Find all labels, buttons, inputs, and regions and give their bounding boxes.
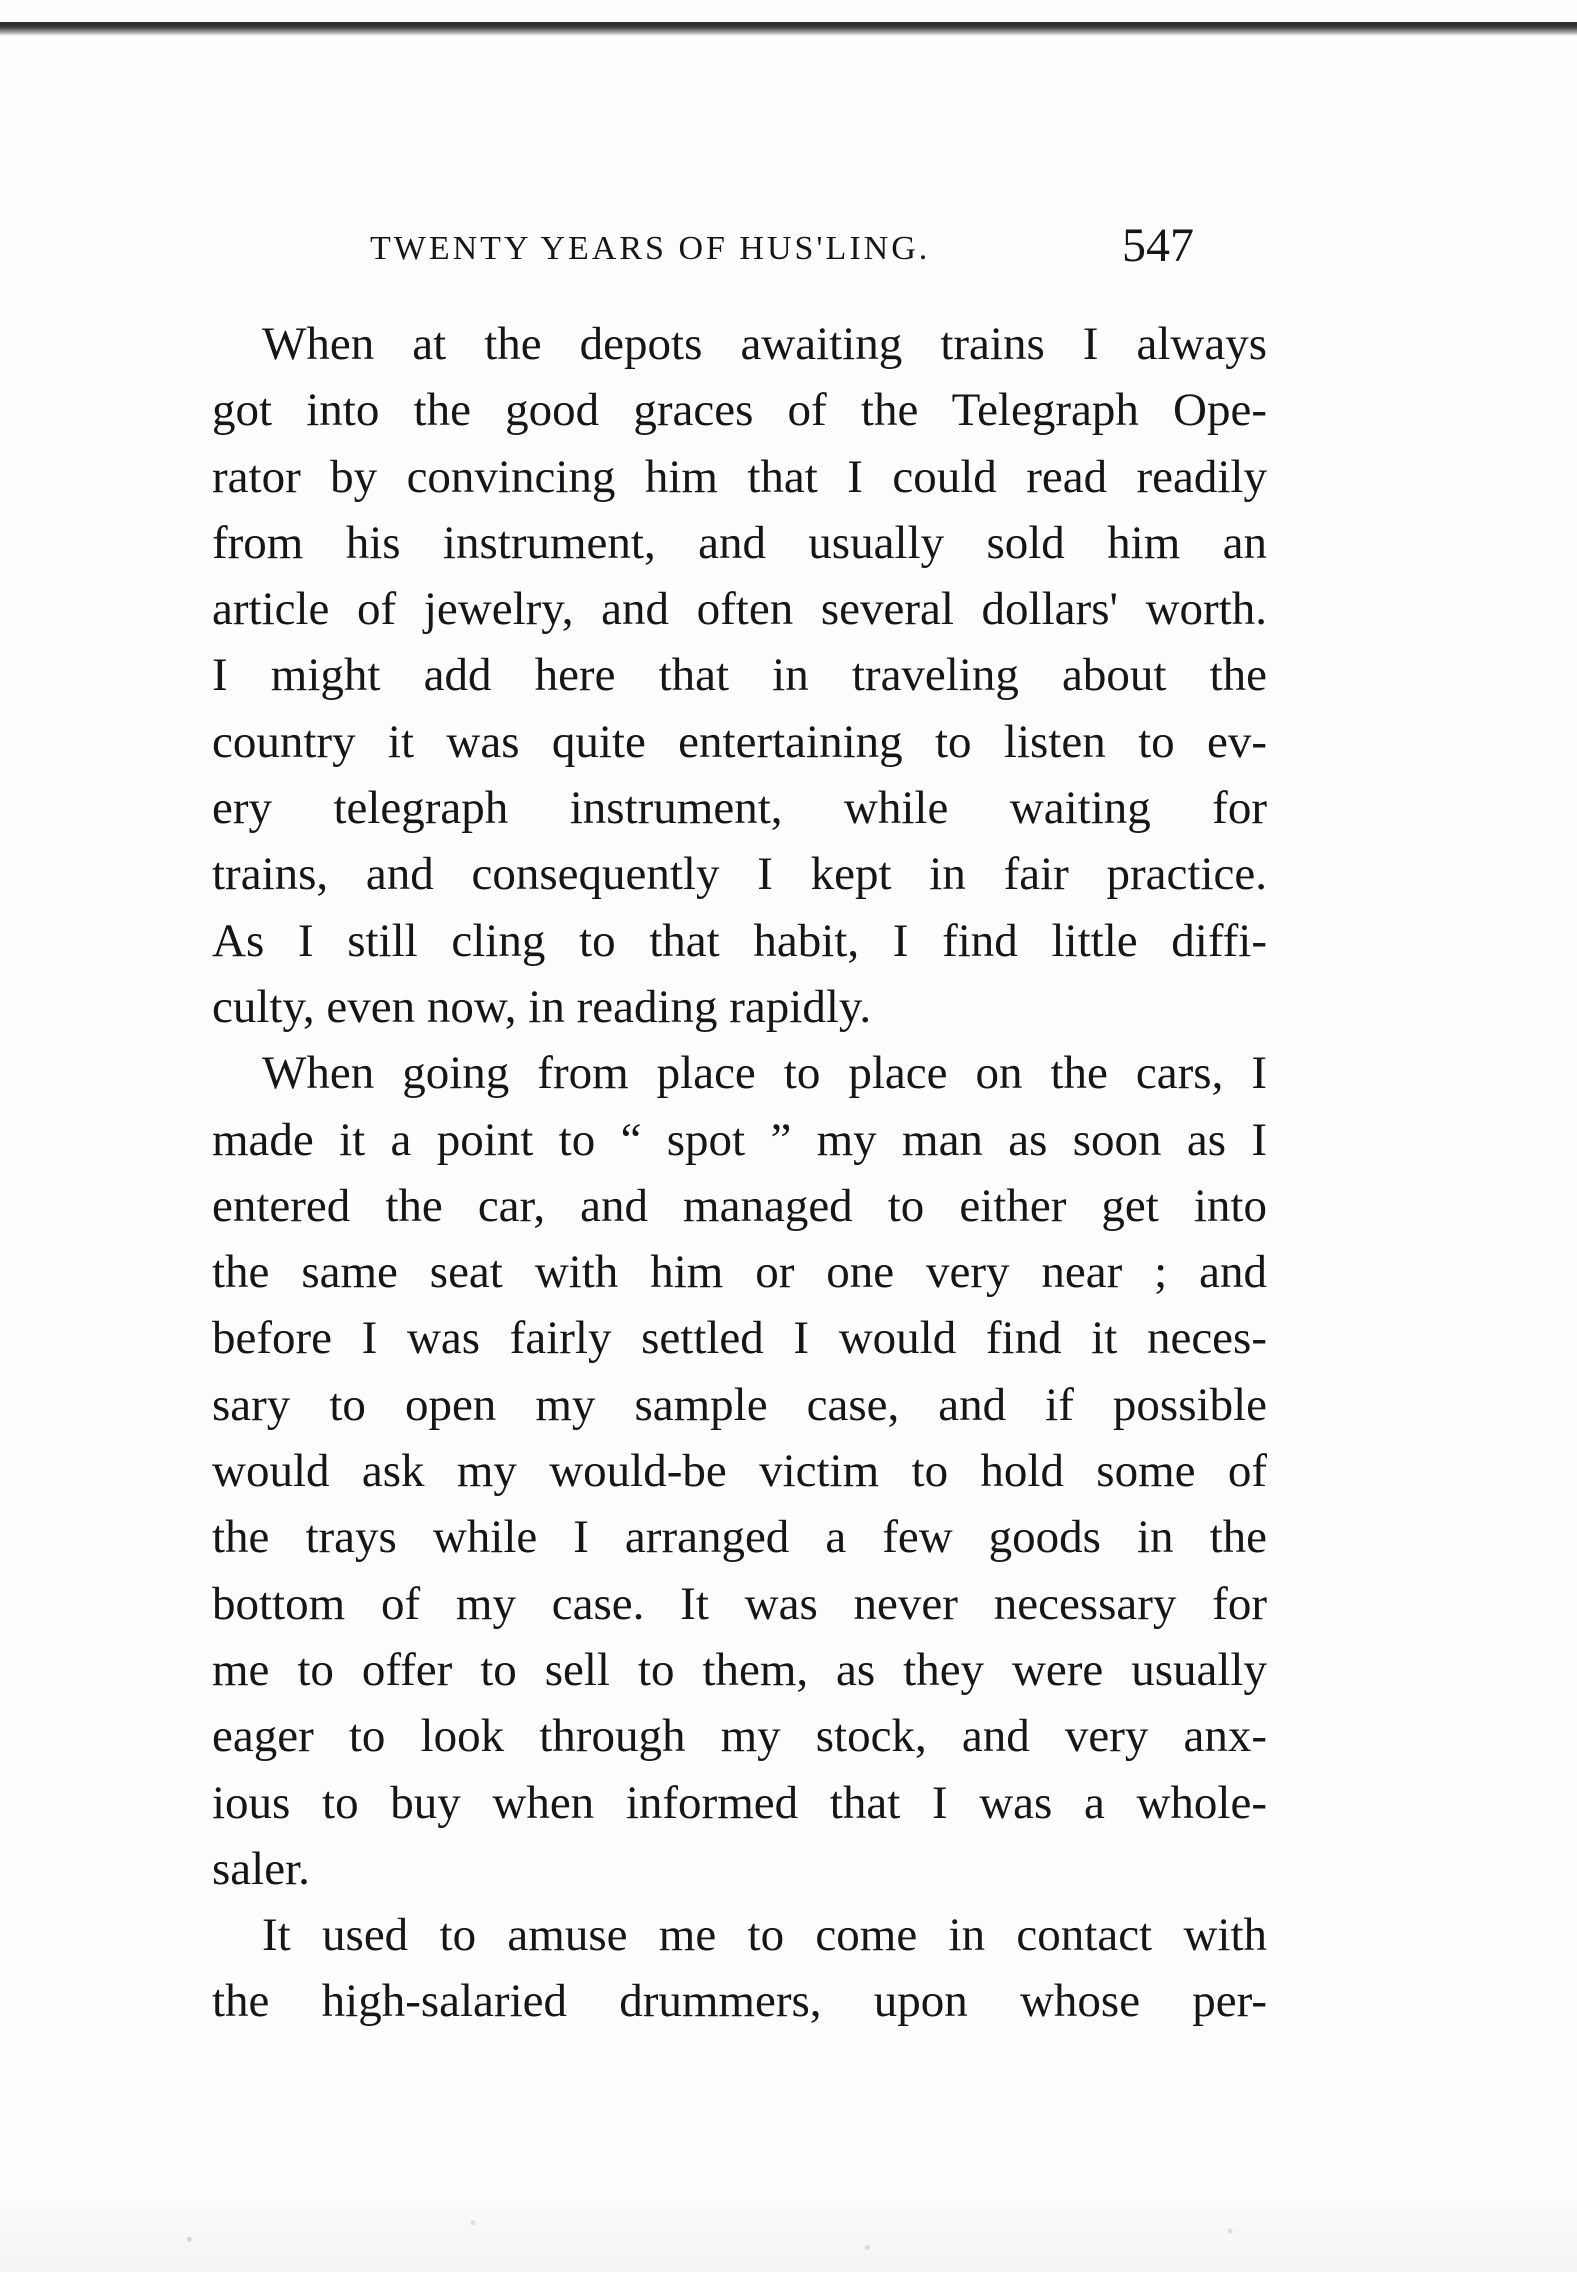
text-line: When going from place to place on the cars, I bbox=[262, 1047, 1267, 1100]
text-line: me to offer to sell to them, as they were usually bbox=[212, 1643, 1267, 1696]
text-line: bottom of my case. It was never necessary for bbox=[212, 1577, 1267, 1630]
text-line: would ask my would-be victim to hold some of bbox=[212, 1445, 1267, 1498]
text-line: ery telegraph instrument, while waiting for bbox=[212, 782, 1267, 835]
text-line: I might add here that in traveling about the bbox=[212, 649, 1267, 702]
running-title: TWENTY YEARS OF HUS'LING. bbox=[370, 230, 931, 267]
paragraph bbox=[212, 1040, 1267, 1902]
text-line: the trays while I arranged a few goods in the bbox=[212, 1511, 1267, 1564]
page-bottom-speckle bbox=[0, 2190, 1577, 2272]
text-line: eager to look through my stock, and very anx- bbox=[212, 1710, 1267, 1763]
text-line: the high-salaried drummers, upon whose per- bbox=[212, 1975, 1267, 2028]
paragraph bbox=[212, 1902, 1267, 2035]
text-line: before I was fairly settled I would find it neces- bbox=[212, 1312, 1267, 1365]
text-line: article of jewelry, and often several dollars' worth. bbox=[212, 583, 1267, 636]
text-line: from his instrument, and usually sold him an bbox=[212, 516, 1267, 569]
text-line: When at the depots awaiting trains I always bbox=[262, 318, 1267, 370]
text-line: trains, and consequently I kept in fair practice. bbox=[212, 848, 1267, 901]
paragraph bbox=[212, 311, 1267, 1040]
page-header bbox=[370, 218, 1300, 288]
text-line: As I still cling to that habit, I find little diffi- bbox=[212, 914, 1267, 967]
text-line: It used to amuse me to come in contact with bbox=[262, 1909, 1267, 1962]
text-line: entered the car, and managed to either get into bbox=[212, 1179, 1267, 1232]
page-number: 547 bbox=[1122, 219, 1194, 272]
text-line: made it a point to “ spot ” my man as soon as I bbox=[212, 1113, 1267, 1166]
text-line: rator by convincing him that I could read readily bbox=[212, 450, 1267, 503]
text-line: culty, even now, in reading rapidly. bbox=[212, 980, 872, 1033]
text-line: the same seat with him or one very near ; and bbox=[212, 1246, 1267, 1299]
page-top-edge bbox=[0, 22, 1577, 36]
body-text bbox=[212, 311, 1267, 2035]
text-line: saler. bbox=[212, 1842, 310, 1895]
text-line: sary to open my sample case, and if possible bbox=[212, 1378, 1267, 1431]
text-line: country it was quite entertaining to listen to ev- bbox=[212, 715, 1267, 768]
text-line: got into the good graces of the Telegraph Ope- bbox=[212, 384, 1267, 437]
text-line: ious to buy when informed that I was a whole- bbox=[212, 1776, 1267, 1829]
